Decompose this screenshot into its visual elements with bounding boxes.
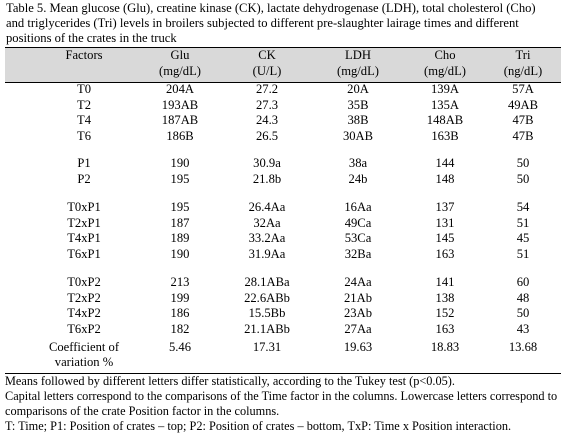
caption-line: and triglycerides (Tri) levels in broilers subjected to different pre-slaughter lairage times and different xyxy=(6,16,519,30)
table-cell: 51 xyxy=(516,215,530,230)
header-cell: CK xyxy=(258,48,276,62)
table-cell: 21.1ABb xyxy=(244,321,290,336)
table-cell: 28.1ABa xyxy=(244,275,290,289)
table-cell: 27.3 xyxy=(255,97,279,112)
table-cell: 38B xyxy=(347,113,369,128)
header-unit-cell: (mg/dL) xyxy=(337,64,379,78)
header-cell: Glu xyxy=(170,48,190,62)
table-cell: 139A xyxy=(431,82,459,96)
table-cell: 21Ab xyxy=(344,290,372,305)
table-cell: 47B xyxy=(512,128,534,143)
table-cell: 195 xyxy=(170,171,190,186)
table-cell: 24b xyxy=(348,171,368,186)
row-label: T0xP2 xyxy=(67,275,101,289)
table-footnotes xyxy=(5,374,575,434)
table-cell: 186 xyxy=(170,306,190,321)
table-cell: 26.5 xyxy=(255,128,279,143)
table-cell: 53Ca xyxy=(344,231,372,246)
table-cell: 189 xyxy=(170,231,190,246)
header-unit-cell: (mg/dL) xyxy=(159,64,201,78)
cv-label: variation % xyxy=(54,355,114,369)
row-label: T0xP1 xyxy=(67,200,101,214)
header-cell: Tri xyxy=(515,48,531,62)
table-cell: 33.2Aa xyxy=(248,231,286,246)
table-cell: 26.4Aa xyxy=(248,200,286,214)
table-cell: 51 xyxy=(516,246,530,261)
table-cell: 47B xyxy=(512,113,534,128)
cv-value: 13.68 xyxy=(508,340,538,354)
row-label: T2 xyxy=(77,97,91,112)
table-cell: 213 xyxy=(170,275,190,289)
row-label: T4 xyxy=(77,113,91,128)
table-cell: 32Ba xyxy=(344,246,372,261)
header-unit-cell: (mg/dL) xyxy=(424,64,466,78)
footnote-line: Means followed by different letters differ statistically, according to the Tukey test (p<0.05). xyxy=(5,374,455,388)
row-label: T6 xyxy=(77,128,91,143)
row-label: T4xP1 xyxy=(67,231,101,246)
row-label: P2 xyxy=(77,171,91,186)
table-cell: 144 xyxy=(435,156,455,170)
table-cell: 38a xyxy=(348,156,368,170)
table-cell: 16Aa xyxy=(344,200,372,214)
table-cell: 20A xyxy=(347,82,369,96)
table-cell: 199 xyxy=(170,290,190,305)
header-cell: Cho xyxy=(434,48,456,62)
table-cell: 60 xyxy=(516,275,530,289)
table-cell: 204A xyxy=(166,82,194,96)
header-unit-cell: (U/L) xyxy=(252,64,282,78)
header-unit-cell: (ng/dL) xyxy=(503,64,543,78)
header-cell: Factors xyxy=(65,48,103,62)
table-cell: 54 xyxy=(516,200,530,214)
footnote-line: comparisons of the crate Position factor in the columns. xyxy=(5,404,280,418)
row-label: T4xP2 xyxy=(67,306,101,321)
table-cell: 24Aa xyxy=(344,275,372,289)
table-cell: 50 xyxy=(516,171,530,186)
table-cell: 152 xyxy=(435,306,455,321)
table-cell: 24.3 xyxy=(255,113,279,128)
row-label: T6xP2 xyxy=(67,321,101,336)
table-cell: 138 xyxy=(435,290,455,305)
table-cell: 48 xyxy=(516,290,530,305)
caption-line: Table 5. Mean glucose (Glu), creatine kinase (CK), lactate dehydrogenase (LDH), total cholesterol (Cho) xyxy=(6,1,536,15)
cv-value: 18.83 xyxy=(430,340,460,354)
footnote-line: Capital letters correspond to the comparisons of the Time factor in the columns. Lowercase letters correspond to xyxy=(5,389,558,403)
table-cell: 22.6ABb xyxy=(244,290,290,305)
footnote-line: T: Time; P1: Position of crates – top; P2: Position of crates – bottom, TxP: Time x Position interaction. xyxy=(5,419,512,433)
table-caption xyxy=(6,1,572,46)
cv-value: 17.31 xyxy=(252,340,282,354)
table-cell: 35B xyxy=(347,97,369,112)
table-cell: 23Ab xyxy=(344,306,372,321)
cv-label: Coefficient of xyxy=(48,340,120,354)
table-cell: 27.2 xyxy=(255,82,279,96)
table-cell: 193AB xyxy=(161,97,199,112)
table-cell: 49AB xyxy=(507,97,539,112)
table-cell: 135A xyxy=(431,97,459,112)
table-cell: 50 xyxy=(516,306,530,321)
table-cell: 32Aa xyxy=(253,215,281,230)
table-cell: 187 xyxy=(170,215,190,230)
cv-value: 19.63 xyxy=(343,340,373,354)
caption-line: positions of the crates in the truck xyxy=(6,31,177,45)
row-label: T6xP1 xyxy=(67,246,101,261)
table-cell: 30AB xyxy=(342,128,374,143)
table-cell: 31.9Aa xyxy=(248,246,286,261)
table-cell: 190 xyxy=(170,246,190,261)
header-cell: LDH xyxy=(345,48,371,62)
table-cell: 30.9a xyxy=(253,156,281,170)
table-cell: 163 xyxy=(435,321,455,336)
table-cell: 137 xyxy=(435,200,455,214)
table-cell: 43 xyxy=(516,321,530,336)
table-cell: 195 xyxy=(170,200,190,214)
table-cell: 190 xyxy=(170,156,190,170)
table-cell: 21.8b xyxy=(252,171,282,186)
table-cell: 148AB xyxy=(426,113,464,128)
table-cell: 45 xyxy=(516,231,530,246)
table-cell: 163 xyxy=(435,246,455,261)
cv-value: 5.46 xyxy=(168,340,192,354)
row-label: T0 xyxy=(77,82,91,96)
table-cell: 57A xyxy=(512,82,534,96)
row-label: T2xP1 xyxy=(67,215,101,230)
row-label: P1 xyxy=(77,156,91,170)
table-cell: 148 xyxy=(435,171,455,186)
table-cell: 49Ca xyxy=(344,215,372,230)
table-cell: 50 xyxy=(516,156,530,170)
table-cell: 145 xyxy=(435,231,455,246)
table-cell: 187AB xyxy=(161,113,199,128)
table-cell: 186B xyxy=(166,128,194,143)
table-cell: 15.5Bb xyxy=(248,306,286,321)
row-label: T2xP2 xyxy=(67,290,101,305)
table-cell: 27Aa xyxy=(344,321,372,336)
table-cell: 141 xyxy=(435,275,455,289)
table-cell: 163B xyxy=(431,128,459,143)
table-cell: 182 xyxy=(170,321,190,336)
table-cell: 131 xyxy=(435,215,455,230)
